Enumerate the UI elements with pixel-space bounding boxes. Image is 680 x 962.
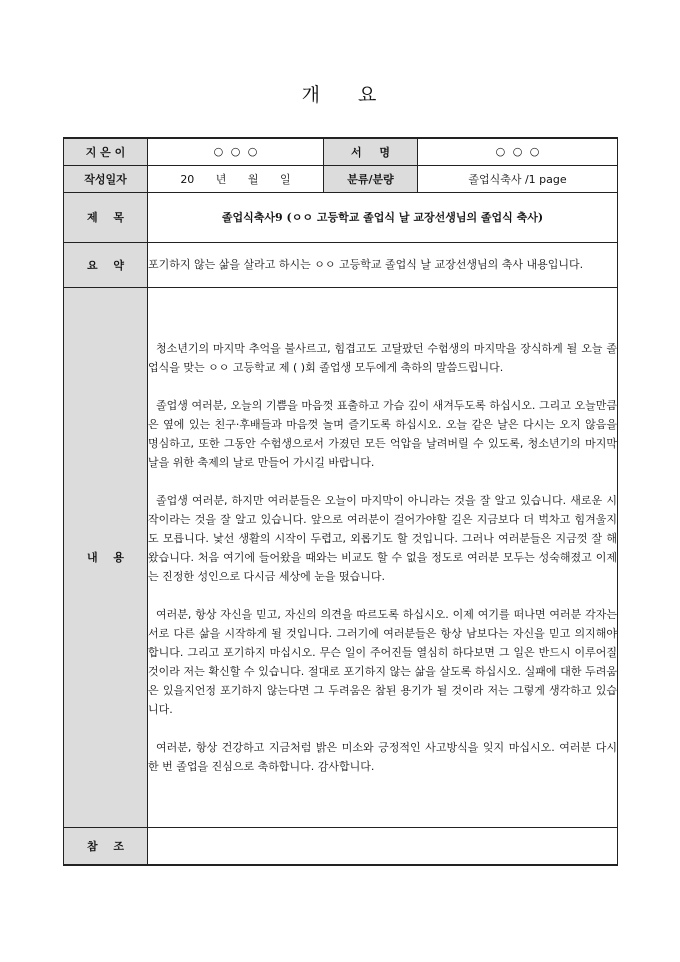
subject-label: 제 목 — [64, 192, 148, 242]
author-row — [64, 138, 618, 165]
category-value: 졸업식축사 /1 page — [418, 165, 618, 192]
date-value: 20 년 월 일 — [148, 165, 324, 192]
title-char-1: 개 — [301, 84, 322, 106]
signature-label: 서 명 — [324, 138, 418, 165]
content-paragraph-5: 여러분, 항상 건강하고 지금처럼 밝은 미소와 긍정적인 사고방식을 잊지 마십시오. 여러분 다시 한 번 졸업을 진심으로 축하합니다. 감사합니다. — [148, 740, 617, 773]
document-title — [0, 80, 680, 107]
author-label: 지 은 이 — [64, 138, 148, 165]
content-paragraph-4: 여러분, 항상 자신을 믿고, 자신의 의견을 따르도록 하십시오. 이제 여기를 떠나면 여러분 각자는 서로 다른 삶을 시작하게 될 것입니다. 그러기에 여러분들은 항상 남보다는 자신을 믿고 의지해야합니다. 그리고 포기하지 마십시오. 무슨 일이 주어진들 열심히 하다보면 그 일은 반드시 이루어질 것이라 저는 확신할 수 있습니다. 절대로 포기하지 않는 삶을 살도록 하십시오. 실패에 대한 두려움은 있을지언정 포기하지 않는다면 그 두려움은 참된 용기가 될 것이라 저는 그렇게 생각하고 있습니다. — [148, 607, 617, 716]
content-row — [64, 287, 618, 827]
category-label: 분류/분량 — [324, 165, 418, 192]
summary-value: 포기하지 않는 삶을 살라고 하시는 ㅇㅇ 고등학교 졸업식 날 교장선생님의 축사 내용입니다. — [148, 242, 618, 287]
overview-form — [63, 137, 618, 866]
reference-row — [64, 827, 618, 865]
summary-label: 요 약 — [64, 242, 148, 287]
content-paragraph-3: 졸업생 여러분, 하지만 여러분들은 오늘이 마지막이 아니라는 것을 잘 알고 있습니다. 새로운 시작이라는 것을 잘 알고 있습니다. 앞으로 여러분이 걸어가야할 길은 지금보다 더 벅차고 힘겨울지도 모릅니다. 낯선 생활의 시작이 두렵고, 외롭기도 할 것입니다. 그러나 여러분들은 지금껏 잘 해왔습니다. 처음 여기에 들어왔을 때와는 비교도 할 수 없을 정도로 여러분 모두는 성숙해졌고 이제는 진정한 성인으로 다시금 세상에 눈을 떴습니다. — [148, 493, 617, 583]
content-paragraph-1: 청소년기의 마지막 추억을 불사르고, 힘겹고도 고달팠던 수험생의 마지막을 장식하게 될 오늘 졸업식을 맞는 ㅇㅇ 고등학교 제 ( )회 졸업생 모두에게 축하의 말씀드립니다. — [148, 341, 617, 374]
reference-value — [148, 827, 618, 865]
content-paragraph-2: 졸업생 여러분, 오늘의 기쁨을 마음껏 표출하고 가슴 깊이 새겨두도록 하십시오. 그리고 오늘만큼은 옆에 있는 친구·후배들과 마음껏 놀며 즐기도록 하십시오. 오늘 같은 날은 다시는 오지 않음을 명심하고, 또한 그동안 수험생으로서 가졌던 모든 억압을 날려버릴 수 있도록, 청소년기의 마지막 날을 위한 축제의 날로 만들어 가시길 바랍니다. — [148, 398, 617, 469]
content-label: 내 용 — [64, 287, 148, 827]
author-value: ○ ○ ○ — [148, 138, 324, 165]
reference-label: 참 조 — [64, 827, 148, 865]
date-row — [64, 165, 618, 192]
date-label: 작성일자 — [64, 165, 148, 192]
summary-row — [64, 242, 618, 287]
signature-value: ○ ○ ○ — [418, 138, 618, 165]
subject-value: 졸업식축사9 (ㅇㅇ 고등학교 졸업식 날 교장선생님의 졸업식 축사) — [148, 192, 618, 242]
content-body — [148, 287, 618, 827]
subject-row — [64, 192, 618, 242]
title-char-2: 요 — [358, 84, 379, 106]
